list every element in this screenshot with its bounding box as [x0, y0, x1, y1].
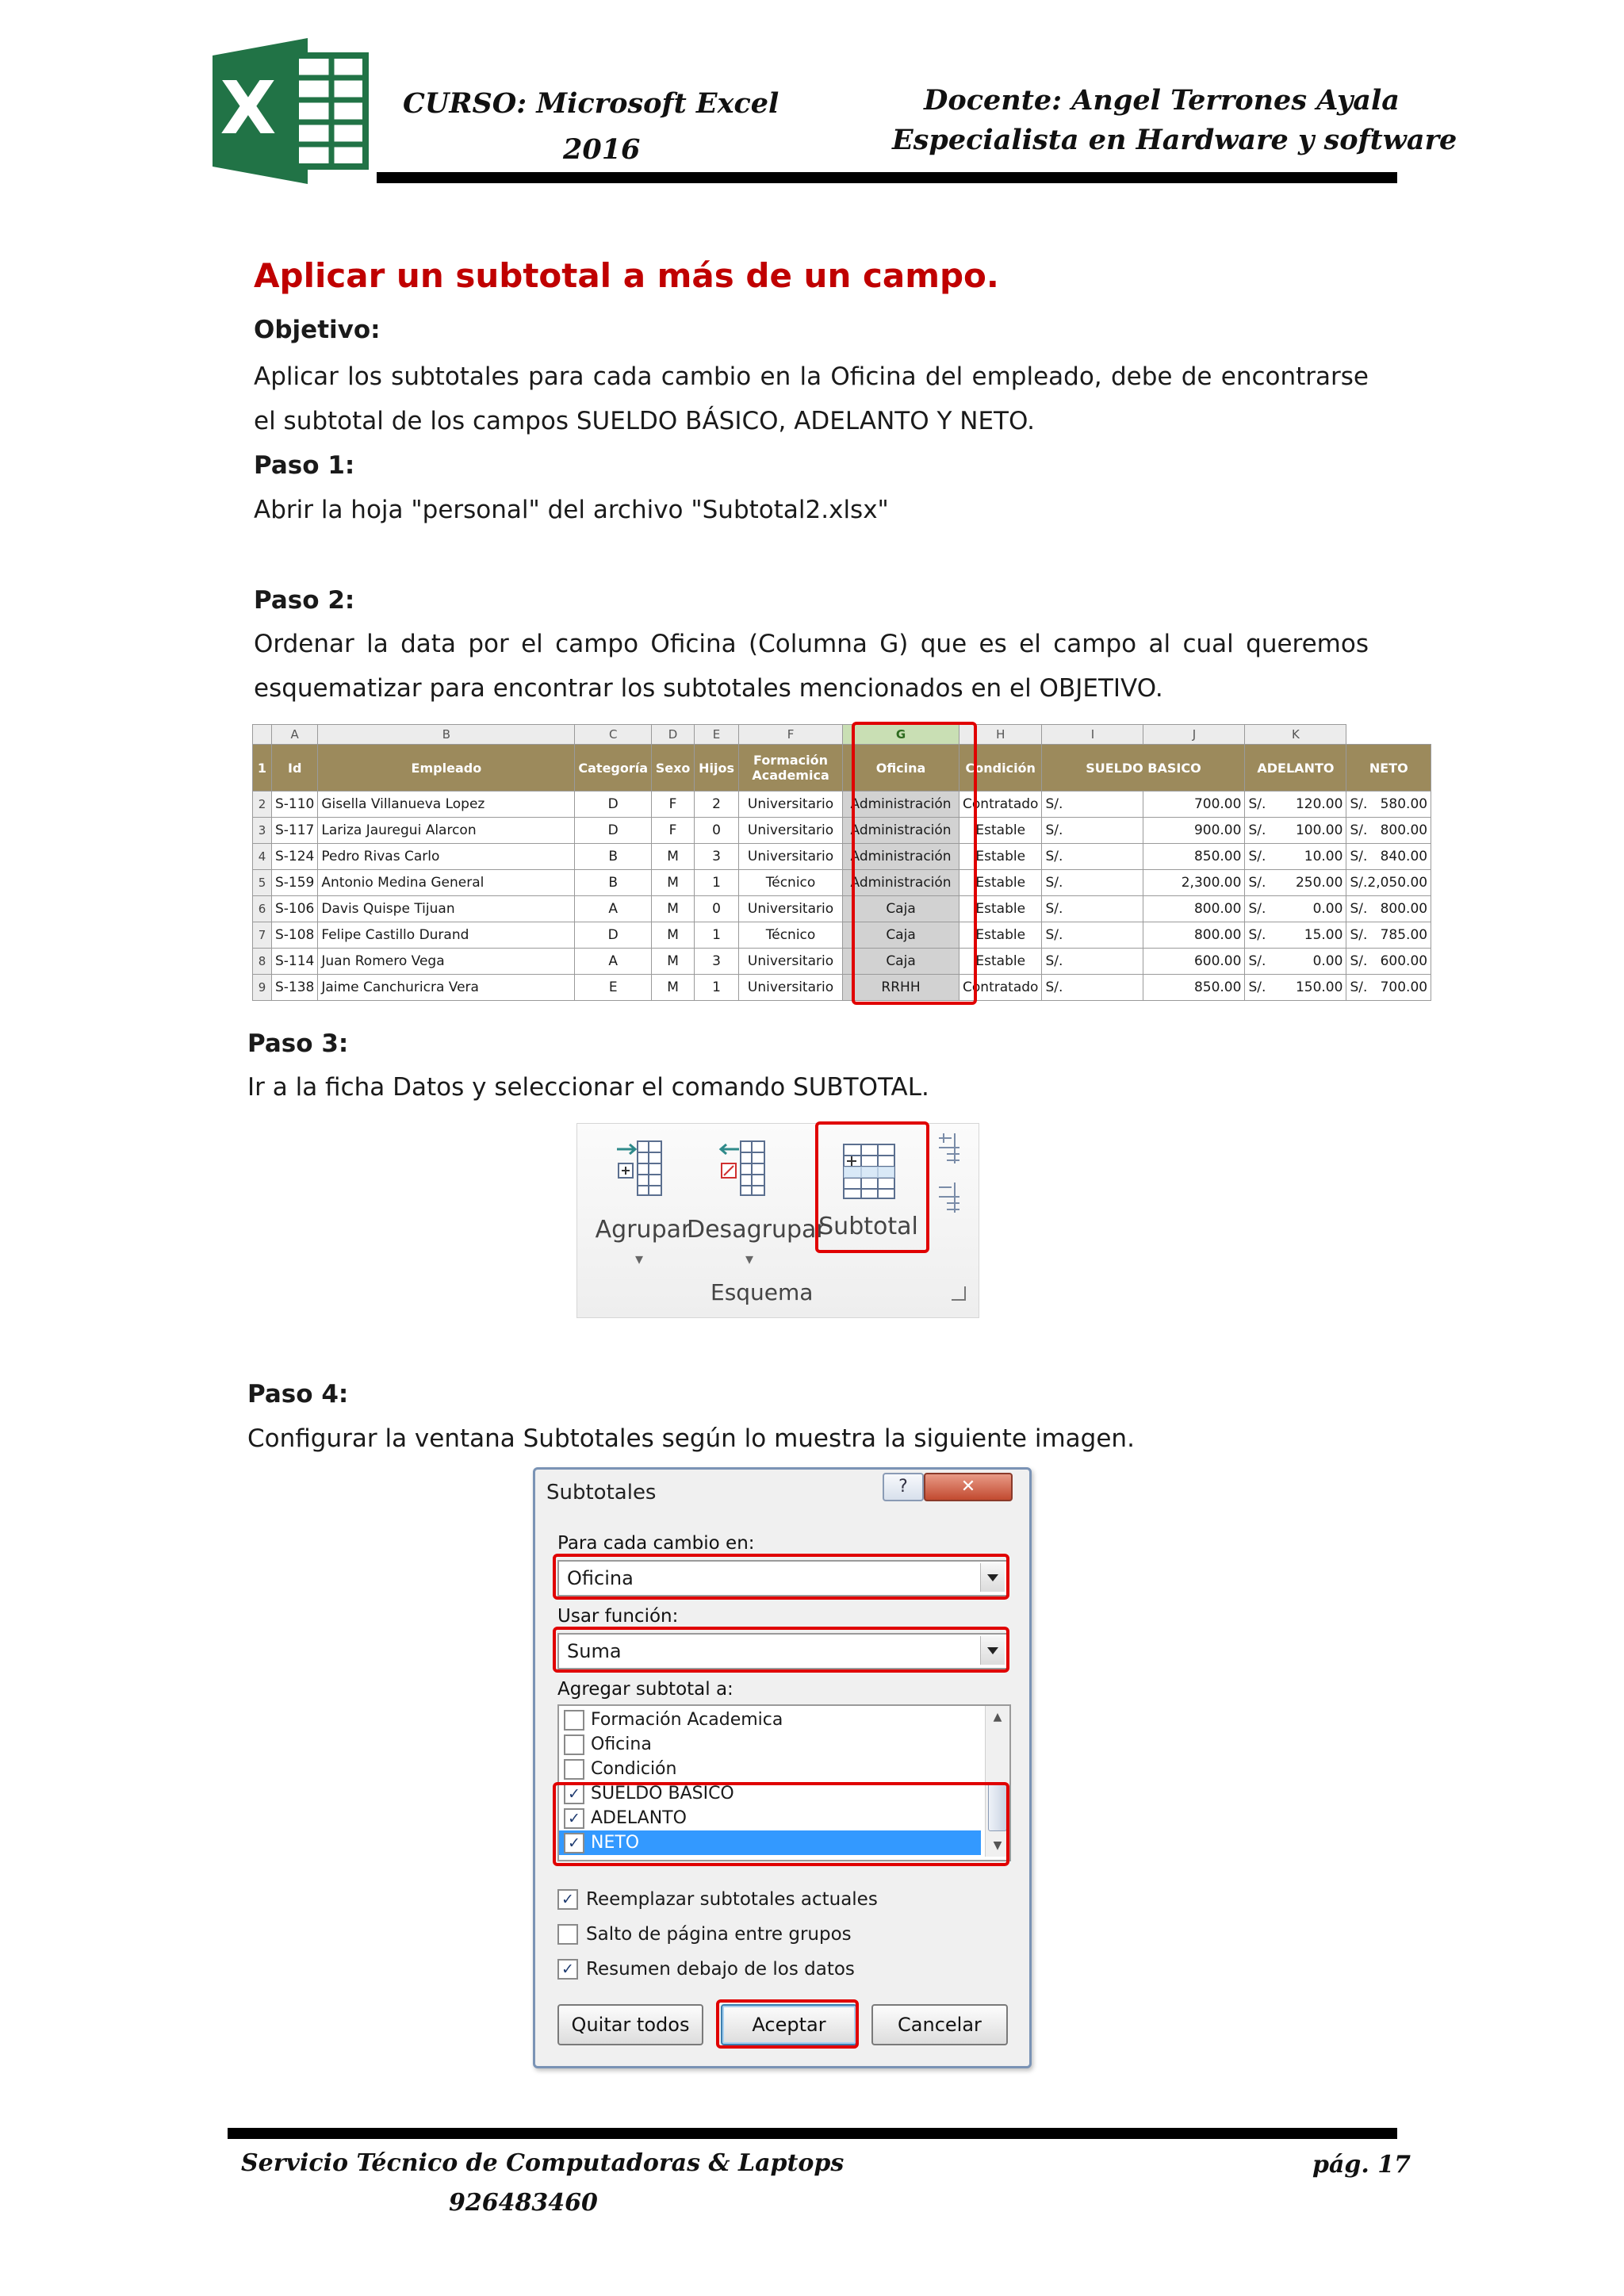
selected-fields-highlight [553, 1782, 1009, 1866]
cell-condicion[interactable]: Estable [959, 818, 1042, 844]
field-label: Formación Academica [591, 1710, 783, 1730]
cell-currency[interactable]: S/. [1042, 896, 1143, 922]
cell-condicion[interactable]: Contratado [959, 975, 1042, 1001]
cell-adelanto[interactable] [1245, 844, 1346, 870]
cell-hijos[interactable]: 1 [695, 922, 739, 949]
cell-currency: S/. [1248, 901, 1266, 917]
row-number[interactable]: 3 [253, 818, 272, 844]
cell-sexo[interactable]: M [652, 975, 695, 1001]
paso2-heading: Paso 2: [254, 586, 355, 615]
objetivo-heading: Objetivo: [254, 316, 381, 344]
cell-currency: S/. [1248, 927, 1266, 943]
col-letter[interactable]: H [959, 725, 1042, 745]
cell-empleado[interactable]: Davis Quispe Tijuan [318, 896, 575, 922]
col-letter[interactable]: C [575, 725, 652, 745]
option-label: Salto de página entre grupos [586, 1924, 852, 1945]
esquema-group-label: Esquema [710, 1279, 814, 1305]
cell-empleado[interactable]: Felipe Castillo Durand [318, 922, 575, 949]
cell-currency[interactable]: S/. [1042, 792, 1143, 818]
cancelar-button[interactable]: Cancelar [871, 2004, 1008, 2045]
col-letter-selected[interactable]: G [843, 725, 959, 745]
cell-formacion[interactable]: Universitario [739, 975, 843, 1001]
cell-adelanto-value: 0.00 [1312, 953, 1343, 969]
row-number[interactable]: 6 [253, 896, 272, 922]
option-checkbox[interactable] [557, 1924, 578, 1945]
option-label: Resumen debajo de los datos [586, 1959, 855, 1980]
cell-oficina[interactable]: Caja [843, 896, 959, 922]
row-number[interactable]: 7 [253, 922, 272, 949]
cell-oficina[interactable]: RRHH [843, 975, 959, 1001]
cell-sueldo[interactable]: 800.00 [1143, 896, 1245, 922]
cell-adelanto[interactable] [1245, 870, 1346, 896]
cell-empleado[interactable]: Juan Romero Vega [318, 949, 575, 975]
cell-hijos[interactable]: 1 [695, 975, 739, 1001]
cell-formacion[interactable]: Universitario [739, 949, 843, 975]
oficina-column-highlight [852, 722, 977, 1005]
cell-currency: S/. [1350, 875, 1368, 891]
group-rows-icon [614, 1138, 665, 1202]
cell-currency[interactable]: S/. [1042, 870, 1143, 896]
cell-categoria[interactable]: E [575, 975, 652, 1001]
teacher-name: Docente: Angel Terrones Ayala [924, 84, 1400, 117]
col-letter[interactable]: F [739, 725, 843, 745]
cell-sexo[interactable]: F [652, 792, 695, 818]
cell-empleado[interactable]: Lariza Jauregui Alarcon [318, 818, 575, 844]
cell-sueldo[interactable]: 850.00 [1143, 844, 1245, 870]
cell-categoria[interactable]: A [575, 896, 652, 922]
select-all-corner[interactable] [253, 725, 272, 745]
cell-currency[interactable]: S/. [1042, 818, 1143, 844]
cell-adelanto[interactable] [1245, 896, 1346, 922]
cell-condicion[interactable]: Estable [959, 844, 1042, 870]
cell-id[interactable]: S-106 [272, 896, 318, 922]
aceptar-highlight [716, 1999, 859, 2049]
cell-neto-value: 840.00 [1380, 849, 1428, 864]
field-header-row [253, 745, 1431, 792]
agregar-subtotal-label: Agregar subtotal a: [557, 1679, 733, 1700]
field-checkbox[interactable] [564, 1734, 584, 1755]
desagrupar-label: Desagrupar [687, 1216, 826, 1244]
cell-adelanto[interactable] [1245, 949, 1346, 975]
field-checkbox[interactable] [564, 1710, 584, 1731]
option-label: Reemplazar subtotales actuales [586, 1889, 878, 1910]
cell-currency[interactable]: S/. [1042, 844, 1143, 870]
cell-sueldo[interactable]: 600.00 [1143, 949, 1245, 975]
cell-sexo[interactable]: M [652, 922, 695, 949]
cell-currency: S/. [1350, 927, 1368, 943]
cell-formacion[interactable]: Universitario [739, 818, 843, 844]
table-row [253, 870, 1431, 896]
cell-currency[interactable]: S/. [1042, 975, 1143, 1001]
cell-adelanto[interactable] [1245, 975, 1346, 1001]
chevron-down-icon[interactable]: ▾ [745, 1249, 754, 1268]
footer-page-number: pág. 17 [1312, 2151, 1411, 2179]
field-checkbox[interactable]: ✓ [564, 1784, 584, 1804]
cell-neto[interactable] [1346, 975, 1431, 1001]
cell-adelanto-value: 120.00 [1295, 796, 1343, 812]
footer-service: Servicio Técnico de Computadoras & Laptops [241, 2149, 845, 2177]
col-letter[interactable]: J [1143, 725, 1245, 745]
course-title: CURSO: Microsoft Excel [403, 87, 779, 120]
cell-adelanto[interactable] [1245, 818, 1346, 844]
cell-sueldo[interactable]: 700.00 [1143, 792, 1245, 818]
excel-logo-icon [213, 32, 371, 190]
cell-categoria[interactable]: B [575, 870, 652, 896]
cell-adelanto[interactable] [1245, 922, 1346, 949]
cell-neto-value: 700.00 [1380, 979, 1428, 995]
cell-neto-value: 800.00 [1380, 822, 1428, 838]
cell-id[interactable]: S-159 [272, 870, 318, 896]
cell-neto[interactable] [1346, 922, 1431, 949]
scroll-down-icon[interactable]: ▼ [993, 1839, 1002, 1852]
usar-funcion-value: Suma [567, 1640, 622, 1662]
cell-empleado[interactable]: Pedro Rivas Carlo [318, 844, 575, 870]
cell-hijos[interactable]: 3 [695, 949, 739, 975]
cell-oficina[interactable]: Administración [843, 870, 959, 896]
option-checkbox-row[interactable] [557, 1917, 1002, 1952]
field-header[interactable]: ADELANTO [1245, 745, 1346, 792]
option-checkbox[interactable]: ✓ [557, 1959, 578, 1980]
agrupar-label: Agrupar [595, 1216, 691, 1244]
table-row [253, 922, 1431, 949]
cell-condicion[interactable]: Estable [959, 949, 1042, 975]
row-number[interactable]: 5 [253, 870, 272, 896]
cell-neto-value: 800.00 [1380, 901, 1428, 917]
cell-sexo[interactable]: M [652, 844, 695, 870]
hide-detail-icon[interactable] [936, 1181, 964, 1219]
cell-currency: S/. [1350, 953, 1368, 969]
cell-currency: S/. [1248, 849, 1266, 864]
field-label: Condición [591, 1759, 677, 1779]
table-row [253, 792, 1431, 818]
cell-hijos[interactable]: 3 [695, 844, 739, 870]
table-row [253, 975, 1431, 1001]
chevron-down-icon[interactable]: ▾ [635, 1249, 644, 1268]
field-checkbox[interactable] [564, 1759, 584, 1780]
cell-currency: S/. [1248, 796, 1266, 812]
field-label: ADELANTO [591, 1808, 687, 1828]
ribbon-esquema-group [576, 1123, 979, 1318]
cell-hijos[interactable]: 0 [695, 896, 739, 922]
teacher-specialty: Especialista en Hardware y software [892, 124, 1457, 156]
row-number[interactable]: 8 [253, 949, 272, 975]
field-checkbox[interactable]: ✓ [564, 1833, 584, 1853]
footer-phone: 926483460 [449, 2189, 598, 2217]
field-label: NETO [591, 1833, 640, 1853]
col-letter[interactable]: D [652, 725, 695, 745]
row-number[interactable]: 4 [253, 844, 272, 870]
field-header[interactable]: Empleado [318, 745, 575, 792]
field-header[interactable]: Hijos [695, 745, 739, 792]
row-number[interactable]: 1 [253, 745, 272, 792]
field-checkbox[interactable]: ✓ [564, 1808, 584, 1829]
table-row [253, 896, 1431, 922]
para-cada-cambio-value: Oficina [567, 1567, 634, 1589]
section-title: Aplicar un subtotal a más de un campo. [254, 256, 999, 295]
quitar-todos-button[interactable]: Quitar todos [557, 2004, 703, 2045]
row-number[interactable]: 2 [253, 792, 272, 818]
cell-sueldo[interactable]: 2,300.00 [1143, 870, 1245, 896]
cell-condicion[interactable]: Estable [959, 870, 1042, 896]
option-checkbox[interactable]: ✓ [557, 1889, 578, 1910]
cell-formacion[interactable]: Técnico [739, 870, 843, 896]
subtotal-label: Subtotal [818, 1213, 918, 1240]
cell-id[interactable]: S-117 [272, 818, 318, 844]
cell-adelanto-value: 0.00 [1312, 901, 1343, 917]
cell-sexo[interactable]: M [652, 896, 695, 922]
field-header[interactable]: NETO [1346, 745, 1431, 792]
field-header[interactable]: Condición [959, 745, 1042, 792]
footer-divider [228, 2128, 1397, 2139]
cell-currency: S/. [1350, 822, 1368, 838]
subtotales-dialog [533, 1467, 1032, 2068]
cell-currency: S/. [1248, 953, 1266, 969]
desagrupar-button[interactable] [687, 1138, 826, 1268]
option-checkbox-row[interactable] [557, 1882, 1002, 1917]
field-header[interactable]: SUELDO BASICO [1042, 745, 1245, 792]
field-label: SUELDO BASICO [591, 1784, 734, 1803]
cell-categoria[interactable]: D [575, 792, 652, 818]
scroll-up-icon[interactable]: ▲ [993, 1711, 1002, 1723]
field-header[interactable]: Oficina [843, 745, 959, 792]
col-letter[interactable]: B [318, 725, 575, 745]
cell-oficina[interactable]: Caja [843, 922, 959, 949]
cell-neto-value: 600.00 [1380, 953, 1428, 969]
course-year: 2016 [563, 133, 641, 166]
cell-sexo[interactable]: M [652, 949, 695, 975]
table-row [253, 818, 1431, 844]
field-header[interactable]: Id [272, 745, 318, 792]
cell-id[interactable]: S-138 [272, 975, 318, 1001]
cell-currency[interactable]: S/. [1042, 922, 1143, 949]
row-number[interactable]: 9 [253, 975, 272, 1001]
cell-id[interactable]: S-108 [272, 922, 318, 949]
usar-funcion-highlight [553, 1627, 1009, 1673]
option-checkbox-row[interactable] [557, 1952, 1002, 1987]
cell-id[interactable]: S-114 [272, 949, 318, 975]
cell-adelanto[interactable] [1245, 792, 1346, 818]
cell-neto[interactable] [1346, 896, 1431, 922]
para-cada-cambio-highlight [553, 1554, 1009, 1600]
cell-id[interactable]: S-124 [272, 844, 318, 870]
cell-neto[interactable] [1346, 844, 1431, 870]
agrupar-button[interactable] [592, 1138, 691, 1268]
cell-neto-value: 580.00 [1380, 796, 1428, 812]
cell-currency: S/. [1350, 796, 1368, 812]
cell-empleado[interactable]: Jaime Canchuricra Vera [318, 975, 575, 1001]
cell-neto-value: 2,050.00 [1367, 875, 1428, 891]
cell-hijos[interactable]: 1 [695, 870, 739, 896]
field-header[interactable]: Categoría [575, 745, 652, 792]
field-header[interactable]: Formación Academica [739, 745, 843, 792]
help-button[interactable]: ? [883, 1473, 924, 1501]
cell-formacion[interactable]: Universitario [739, 896, 843, 922]
cell-categoria[interactable]: B [575, 844, 652, 870]
show-detail-icon[interactable] [936, 1132, 964, 1170]
cell-sueldo[interactable]: 800.00 [1143, 922, 1245, 949]
cell-sexo[interactable]: M [652, 870, 695, 896]
cell-neto[interactable] [1346, 870, 1431, 896]
cell-sueldo[interactable]: 850.00 [1143, 975, 1245, 1001]
paso3-heading: Paso 3: [247, 1029, 349, 1058]
col-letter[interactable]: K [1245, 725, 1346, 745]
paso1-heading: Paso 1: [254, 451, 355, 480]
cell-formacion[interactable]: Universitario [739, 792, 843, 818]
cell-currency[interactable]: S/. [1042, 949, 1143, 975]
cell-adelanto-value: 100.00 [1295, 822, 1343, 838]
objetivo-text-line1: Aplicar los subtotales para cada cambio en la Oficina del empleado, debe de encontrarse [254, 362, 1369, 391]
field-header[interactable]: Sexo [652, 745, 695, 792]
cell-oficina[interactable]: Caja [843, 949, 959, 975]
paso3-text: Ir a la ficha Datos y seleccionar el comando SUBTOTAL. [247, 1073, 929, 1102]
cell-oficina[interactable]: Administración [843, 818, 959, 844]
column-letter-row [253, 725, 1431, 745]
usar-funcion-label: Usar función: [557, 1606, 679, 1627]
cell-empleado[interactable]: Antonio Medina General [318, 870, 575, 896]
cell-id[interactable]: S-110 [272, 792, 318, 818]
aceptar-button[interactable]: Aceptar [721, 2004, 857, 2045]
cell-sueldo[interactable]: 900.00 [1143, 818, 1245, 844]
cell-oficina[interactable]: Administración [843, 792, 959, 818]
cell-adelanto-value: 150.00 [1295, 979, 1343, 995]
cell-empleado[interactable]: Gisella Villanueva Lopez [318, 792, 575, 818]
col-letter[interactable]: E [695, 725, 739, 745]
cell-currency: S/. [1350, 979, 1368, 995]
cell-hijos[interactable]: 2 [695, 792, 739, 818]
cell-hijos[interactable]: 0 [695, 818, 739, 844]
dialog-title: Subtotales [546, 1481, 657, 1504]
cell-adelanto-value: 10.00 [1304, 849, 1343, 864]
table-row [253, 949, 1431, 975]
cell-condicion[interactable]: Contratado [959, 792, 1042, 818]
field-list-item[interactable] [559, 1708, 981, 1732]
paso2-text-line1: Ordenar la data por el campo Oficina (Columna G) que es el campo al cual queremos [254, 630, 1369, 658]
cell-currency: S/. [1350, 849, 1368, 864]
objetivo-text-line2: el subtotal de los campos SUELDO BÁSICO, ADELANTO Y NETO. [254, 407, 1035, 435]
employee-spreadsheet [252, 724, 1431, 1001]
cell-condicion[interactable]: Estable [959, 896, 1042, 922]
col-letter[interactable]: A [272, 725, 318, 745]
cell-formacion[interactable]: Universitario [739, 844, 843, 870]
cell-currency: S/. [1248, 979, 1266, 995]
cell-neto[interactable] [1346, 949, 1431, 975]
field-label: Oficina [591, 1734, 652, 1754]
para-cada-cambio-label: Para cada cambio en: [557, 1533, 755, 1554]
paso4-heading: Paso 4: [247, 1380, 349, 1409]
table-row [253, 844, 1431, 870]
cell-sexo[interactable]: F [652, 818, 695, 844]
cell-oficina[interactable]: Administración [843, 844, 959, 870]
cell-formacion[interactable]: Técnico [739, 922, 843, 949]
field-list-item[interactable] [559, 1732, 981, 1757]
cell-adelanto-value: 250.00 [1295, 875, 1343, 891]
cell-categoria[interactable]: A [575, 949, 652, 975]
close-button[interactable]: ✕ [924, 1473, 1013, 1501]
paso1-text: Abrir la hoja "personal" del archivo "Subtotal2.xlsx" [254, 496, 889, 524]
subtotal-highlight [815, 1121, 929, 1253]
cell-condicion[interactable]: Estable [959, 922, 1042, 949]
cell-currency: S/. [1248, 875, 1266, 891]
cell-neto-value: 785.00 [1380, 927, 1428, 943]
cell-currency: S/. [1248, 822, 1266, 838]
ungroup-rows-icon [717, 1138, 768, 1202]
field-list-item[interactable] [559, 1757, 981, 1781]
col-letter[interactable]: I [1042, 725, 1143, 745]
cell-neto[interactable] [1346, 818, 1431, 844]
cell-categoria[interactable]: D [575, 922, 652, 949]
paso4-text: Configurar la ventana Subtotales según lo muestra la siguiente imagen. [247, 1424, 1135, 1453]
dialog-launcher-icon[interactable] [952, 1286, 966, 1301]
paso2-text-line2: esquematizar para encontrar los subtotales mencionados en el OBJETIVO. [254, 674, 1163, 703]
cell-neto[interactable] [1346, 792, 1431, 818]
cell-adelanto-value: 15.00 [1304, 927, 1343, 943]
svg-text:X: X [220, 66, 277, 151]
header-divider [377, 172, 1397, 183]
cell-categoria[interactable]: D [575, 818, 652, 844]
cell-currency: S/. [1350, 901, 1368, 917]
